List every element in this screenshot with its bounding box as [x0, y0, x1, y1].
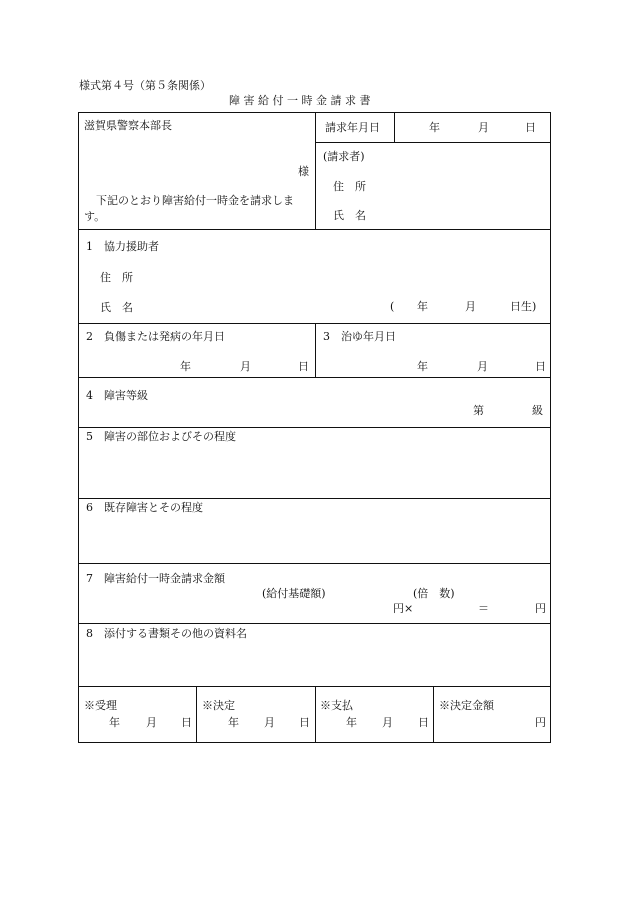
- section8-title: 8 添付する書類その他の資料名: [86, 627, 247, 640]
- grade-prefix: 第: [473, 404, 484, 417]
- decided-day: 日: [299, 716, 310, 729]
- addressee: 滋賀県警察本部長: [84, 119, 172, 132]
- injury-date-month[interactable]: 月: [240, 360, 251, 373]
- divider: [394, 112, 395, 142]
- claim-date-day[interactable]: 日: [525, 121, 536, 134]
- multiplier-label: (倍 数): [413, 587, 455, 600]
- helper-address-field[interactable]: 住 所: [100, 271, 133, 284]
- section3-title: 3 治ゆ年月日: [323, 330, 396, 343]
- divider: [315, 112, 316, 229]
- paid-label: ※支払: [320, 699, 353, 712]
- paid-month: 月: [382, 716, 393, 729]
- section7-title: 7 障害給付一時金請求金額: [86, 572, 225, 585]
- yen-times: 円×: [393, 602, 414, 615]
- birth-open-paren: (: [390, 300, 395, 313]
- divider: [315, 686, 316, 743]
- birth-year[interactable]: 年: [417, 300, 428, 313]
- claimant-address-field[interactable]: 住 所: [333, 180, 366, 193]
- decided-amount-yen: 円: [535, 716, 546, 729]
- request-statement-end: す。: [84, 210, 106, 223]
- benefit-base-label: (給付基礎額): [262, 587, 326, 600]
- paid-year: 年: [346, 716, 357, 729]
- divider: [78, 623, 551, 624]
- section5-title: 5 障害の部位およびその程度: [86, 430, 236, 443]
- honorific: 様: [298, 165, 309, 178]
- injury-date-day[interactable]: 日: [298, 360, 309, 373]
- decided-amount-label: ※決定金額: [439, 699, 494, 712]
- claimant-name-field[interactable]: 氏 名: [333, 209, 366, 222]
- helper-name-field[interactable]: 氏 名: [100, 301, 133, 314]
- claimant-label: (請求者): [323, 150, 365, 163]
- decided-label: ※決定: [202, 699, 235, 712]
- decided-month: 月: [264, 716, 275, 729]
- received-month: 月: [146, 716, 157, 729]
- divider: [78, 563, 551, 564]
- cure-date-day[interactable]: 日: [535, 360, 546, 373]
- equals-sign: ＝: [478, 602, 489, 615]
- claim-date-year[interactable]: 年: [429, 121, 440, 134]
- received-year: 年: [109, 716, 120, 729]
- divider: [196, 686, 197, 743]
- received-day: 日: [181, 716, 192, 729]
- paid-day: 日: [418, 716, 429, 729]
- claim-date-label: 請求年月日: [325, 121, 380, 134]
- divider: [78, 498, 551, 499]
- decided-year: 年: [228, 716, 239, 729]
- injury-date-year[interactable]: 年: [180, 360, 191, 373]
- divider: [78, 427, 551, 428]
- section1-title: 1 協力援助者: [86, 240, 159, 253]
- divider: [315, 142, 551, 143]
- divider: [78, 377, 551, 378]
- form-title: 障 害 給 付 一 時 金 請 求 書: [229, 94, 371, 107]
- cure-date-year[interactable]: 年: [417, 360, 428, 373]
- section2-title: 2 負傷または発病の年月日: [86, 330, 225, 343]
- grade-suffix: 級: [532, 404, 543, 417]
- section4-title: 4 障害等級: [86, 389, 148, 402]
- claim-amount-yen: 円: [535, 602, 546, 615]
- cure-date-month[interactable]: 月: [477, 360, 488, 373]
- birth-month[interactable]: 月: [465, 300, 476, 313]
- request-statement: 下記のとおり障害給付一時金を請求しま: [96, 194, 294, 207]
- claim-date-month[interactable]: 月: [478, 121, 489, 134]
- birth-day[interactable]: 日生): [510, 300, 537, 313]
- received-label: ※受理: [84, 699, 117, 712]
- form-number: 様式第４号（第５条関係）: [79, 79, 211, 92]
- section6-title: 6 既存障害とその程度: [86, 501, 203, 514]
- divider: [315, 323, 316, 377]
- divider: [78, 229, 551, 230]
- divider: [433, 686, 434, 743]
